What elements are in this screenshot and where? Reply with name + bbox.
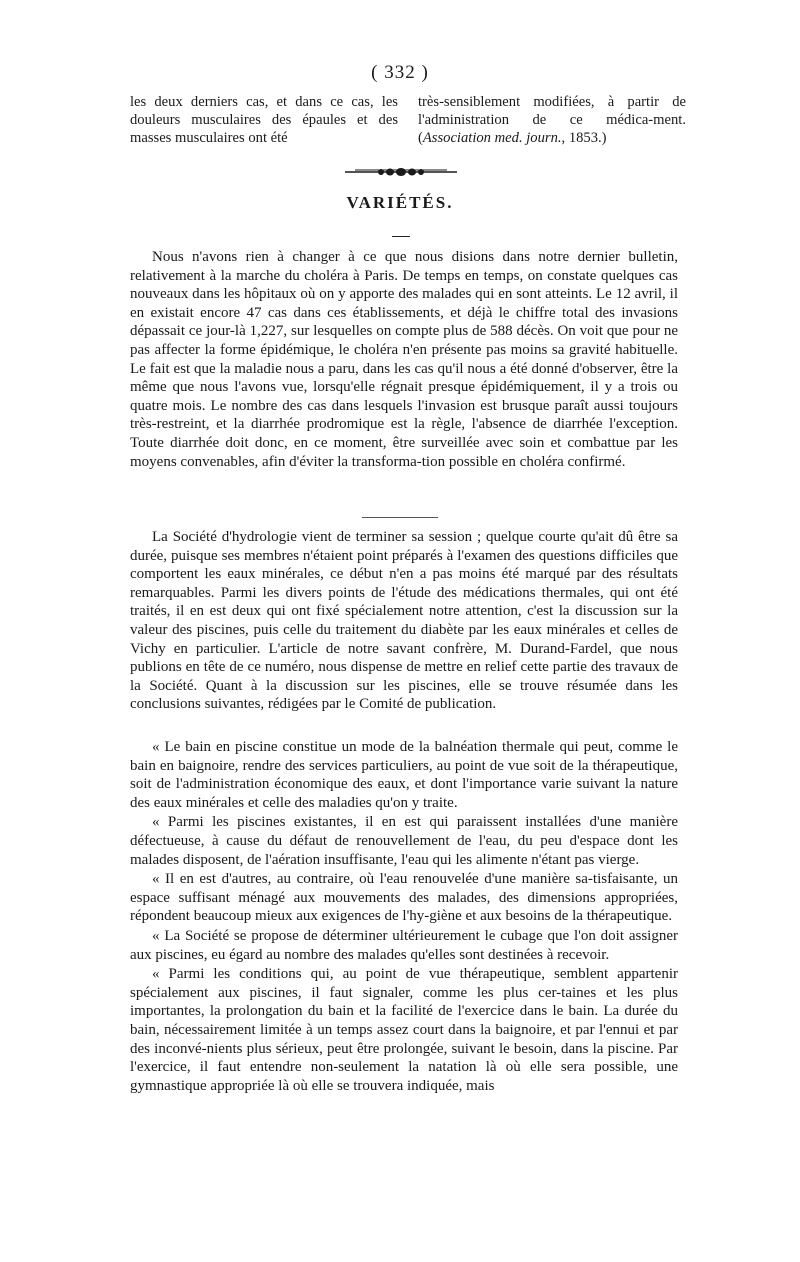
- hydrology-paragraph: [130, 528, 678, 714]
- quote-paragraph: « Il en est d'autres, au contraire, où l'eau renouvelée d'une manière sa-tisfaisante, un espace suffisant ménagé aux mouvements des malades, des dimensions appropriées, répondent beaucoup mieux aux exigences de l'hy-giène et aux besoins de la thérapeutique.: [130, 871, 678, 925]
- quote-paragraph: « Le bain en piscine constitue un mode de la balnéation thermale qui peut, comme le bain en baignoire, rendre des services particuliers, au point de vue soit de la thérapeutique, soit de l'administration économique des eaux, et dont l'importance varie suivant la nature des eaux minérales et celle des maladies qu'on y traite.: [130, 739, 678, 811]
- right-column: [418, 93, 686, 147]
- section-title: VARIÉTÉS.: [346, 193, 454, 212]
- conclusions-quote: [130, 738, 678, 1096]
- citation-year: , 1853.): [561, 130, 607, 146]
- fleuron-ornament: [345, 165, 457, 179]
- page-number: ( 332 ): [371, 62, 429, 83]
- right-column-body: très-sensiblement modifiées, à partir de l'administration de ce médica-ment. (: [418, 94, 686, 146]
- quote-paragraph: « La Société se propose de déterminer ultérieurement le cubage que l'on doit assigner aux piscines, eu égard au nombre des malades qu'elles sont destinées à recevoir.: [130, 927, 678, 963]
- left-column-text: les deux derniers cas, et dans ce cas, les douleurs musculaires des épaules et des masses musculaires ont été: [130, 94, 398, 146]
- paragraph-text: Nous n'avons rien à changer à ce que nous disions dans notre dernier bulletin, relativement à la marche du choléra à Paris. De temps en temps, on constate quelques cas nouveaux dans les hôpitaux où on y apporte des malades qui en sont atteints. Le 12 avril, il en existait encore 47 cas dans ces établissements, et déjà le chiffre total des invasions dépassait ce jour-là 1,227, sur lesquelles on compte plus de 588 décès. On voit que pour ne pas affecter la forme épidémique, le choléra n'en présente pas moins sa gravité habituelle. Le fait est que la maladie nous a paru, dans les cas qu'il nous a été donné d'observer, être la même que nous l'avons vue, lorsqu'elle régnait presque épidémiquement, il y a trois ou quatre mois. Le nombre des cas dans lesquels l'invasion est brusque paraît aussi toujours très-restreint, et la diarrhée prodromique est la règle, l'absence de diarrhée l'exception. Toute diarrhée doit donc, en ce moment, être surveillée avec soin et combattue par les moyens convenables, afin d'éviter la transforma-tion possible en choléra confirmé.: [130, 249, 678, 470]
- cholera-paragraph: [130, 248, 678, 471]
- paragraph-text: La Société d'hydrologie vient de terminer sa session ; quelque courte qu'ait dû être sa durée, puisque ses membres n'étaient point préparés à l'examen des questions difficiles que comportent les eaux minérales, ce début n'en a pas moins été marqué par des résultats remarquables. Parmi les divers points de l'étude des médications thermales, qui ont été traités, il en est deux qui ont fixé spécialement notre attention, c'est la discussion sur la valeur des piscines, puis celle du traitement du diabète par les eaux minérales et celles de Vichy en particulier. L'article de notre savant confrère, M. Durand-Fardel, que nous publions en tête de ce numéro, nous dispense de mettre en relief cette partie des travaux de la Société. Quant à la discussion sur les piscines, elle se trouve résumée dans les conclusions suivantes, rédigées par le Comité de publication.: [130, 529, 678, 713]
- section-divider: [362, 517, 438, 518]
- quote-paragraph: « Parmi les conditions qui, au point de vue thérapeutique, semblent appartenir spécialement aux piscines, il faut signaler, comme les plus cer-taines et les plus importantes, la prolongation du bain et la facilité de l'exercice dans le bain. La durée du bain, nécessairement limitée à un temps assez court dans la baignoire, et par l'ennui et par des inconvé-nients plus sérieux, peut être prolongée, suivant le besoin, dans la piscine. Par l'exercice, il faut entendre non-seulement la natation là où elle sera possible, une gymnastique appropriée là où elle se trouvera indiquée, mais: [130, 966, 678, 1094]
- quote-paragraph: « Parmi les piscines existantes, il en est qui paraissent installées d'une manière défectueuse, à cause du défaut de renouvellement de l'eau, du peu d'espace dont les malades disposent, de l'aération insuffisante, l'eau qui les alimente n'étant pas vierge.: [130, 814, 678, 868]
- left-column: [130, 93, 398, 147]
- title-rule: [392, 236, 410, 237]
- continued-columns: [130, 93, 686, 147]
- right-column-text: [418, 93, 686, 147]
- citation: Association med. journ.: [422, 130, 562, 146]
